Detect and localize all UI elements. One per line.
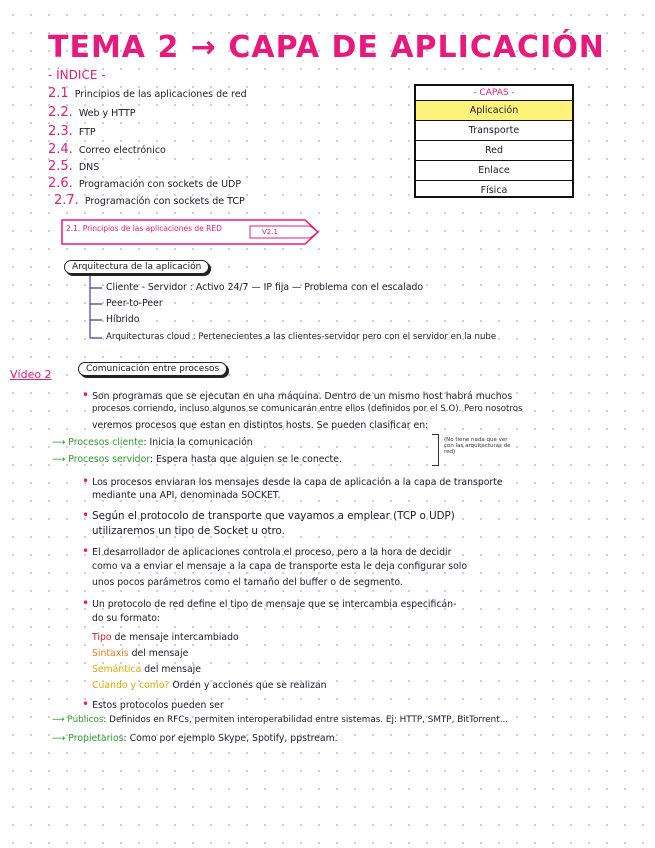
arch-item: Cliente - Servidor : Activo 24/7 — IP fija — Problema con el escalado xyxy=(106,282,424,293)
index-item: 2.6. Programación con sockets de UDP xyxy=(48,176,242,191)
layers-table xyxy=(414,84,574,198)
layer-link: Enlace xyxy=(416,160,572,180)
index-heading: - ÍNDICE - xyxy=(48,68,106,82)
bracket xyxy=(432,434,439,466)
section-banner xyxy=(60,218,310,242)
arch-item: Peer-to-Peer xyxy=(106,298,163,309)
format-item: Tipo de mensaje intercambiado xyxy=(92,632,239,643)
index-item: 2.7. Programación con sockets de TCP xyxy=(54,193,245,208)
index-item: 2.2. Web y HTTP xyxy=(48,105,136,120)
index-item: 2.4. Correo electrónico xyxy=(48,142,166,157)
video2-label: Vídeo 2 xyxy=(10,368,52,381)
paragraph-line: mediante una API, denominada SOCKET. xyxy=(92,490,281,501)
arch-item: Arquitecturas cloud : Pertenecientes a las clientes-servidor pero con el servidor en la nube xyxy=(106,332,497,342)
index-item: 2.1 Principios de las aplicaciones de red xyxy=(48,86,247,101)
protocolos-propietarios: ⟶ Propietarios: Como por ejemplo Skype, Spotify, ppstream. xyxy=(52,733,338,744)
arquitectura-label: Arquitectura de la aplicación xyxy=(64,260,209,274)
paragraph-line: • Los procesos enviaran los mensajes desde la capa de aplicación a la capa de transporte xyxy=(82,474,503,488)
note: (No tiene nada que ver con las arquitecturas de red) xyxy=(444,437,511,455)
layer-physical: Física xyxy=(416,180,572,200)
layer-application: Aplicación xyxy=(416,100,572,120)
paragraph-line: • El desarrollador de aplicaciones controla el proceso, pero a la hora de decidir xyxy=(82,544,452,558)
layer-transport: Transporte xyxy=(416,120,572,140)
arch-item: Híbrido xyxy=(106,314,140,325)
proceso-cliente: ⟶ Procesos cliente: Inicia la comunicación xyxy=(52,437,253,448)
paragraph-line: • Estos protocolos pueden ser xyxy=(82,697,224,711)
layer-network: Red xyxy=(416,140,572,160)
index-item: 2.5. DNS xyxy=(48,159,100,174)
paragraph-line: • Según el protocolo de transporte que vayamos a emplear (TCP o UDP) xyxy=(82,508,455,522)
section-title: 2.1. Principios de las aplicaciones de RED xyxy=(66,224,222,233)
paragraph-line: utilizaremos un tipo de Socket u otro. xyxy=(92,525,285,537)
layers-header: - CAPAS - xyxy=(473,88,515,98)
protocolos-publicos: ⟶ Públicos: Definidos en RFCs, permiten interoperabilidad entre sistemas. Ej: HTTP, SMTP, BitTorrent... xyxy=(52,715,509,725)
format-item: Semántica del mensaje xyxy=(92,664,201,675)
paragraph-line: procesos corriendo, incluso algunos se comunicarán entre ellos (definidos por el S.O). Pero nosotros xyxy=(92,404,523,414)
section-video: V2.1 xyxy=(262,228,278,236)
proceso-servidor: ⟶ Procesos servidor: Espera hasta que alguien se le conecte. xyxy=(52,454,342,465)
paragraph-line: unos pocos parámetros como el tamaño del buffer o de segmento. xyxy=(92,577,403,588)
index-item: 2.3. FTP xyxy=(48,124,96,139)
format-item: Sintaxis del mensaje xyxy=(92,648,189,659)
comunicacion-label: Comunicación entre procesos xyxy=(78,362,227,376)
format-item: Cuando y como? Orden y acciones que se realizan xyxy=(92,680,327,691)
paragraph-line: • Son programas que se ejecutan en una máquina. Dentro de un mismo host habrá muchos xyxy=(82,388,513,402)
paragraph-line: veremos procesos que estan en distintos hosts. Se pueden clasificar en: xyxy=(92,420,429,431)
paragraph-line: como va a enviar el mensaje a la capa de transporte esta le deja configurar solo xyxy=(92,561,468,572)
paragraph-line: • Un protocolo de red define el tipo de mensaje que se intercambia especificán- xyxy=(82,596,457,610)
paragraph-line: do su formato: xyxy=(92,613,161,624)
page-title: TEMA 2 → CAPA DE APLICACIÓN xyxy=(48,30,605,65)
tree-connector xyxy=(86,276,106,342)
